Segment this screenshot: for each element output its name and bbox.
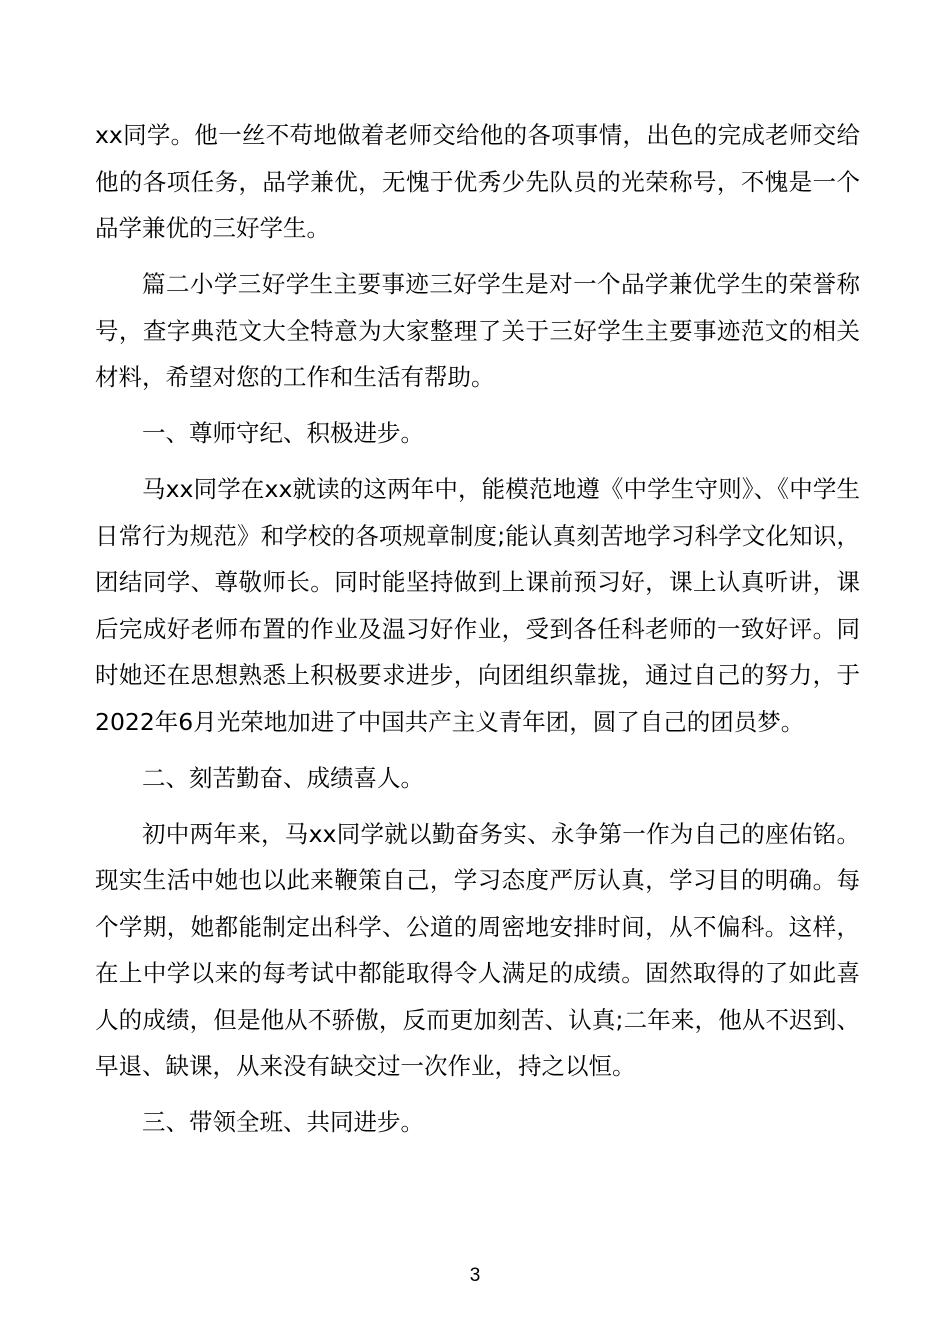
paragraph-intro-article-two: 篇二小学三好学生主要事迹三好学生是对一个品学兼优学生的荣誉称号，查字典范文大全特意为大家整理了关于三好学生主要事迹范文的相关材料，希望对您的工作和生活有帮助。 xyxy=(95,270,860,391)
paragraph-section-two: 初中两年来，马xx同学就以勤奋务实、永争第一作为自己的座佑铭。现实生活中她也以此来鞭策自己，学习态度严厉认真，学习目的明确。每个学期，她都能制定出科学、公道的周密地安排时间，从不偏科。这样，在上中学以来的每考试中都能取得令人满足的成绩。固然取得的了如此喜人的成绩，但是他从不骄傲，反而更加刻苦、认真;二年来，他从不迟到、早退、缺课，从来没有缺交过一次作业，持之以恒。 xyxy=(95,819,860,1080)
section-heading-one: 一、尊师守纪、积极进步。 xyxy=(142,419,424,447)
document-body xyxy=(95,112,860,1155)
paragraph-continuation: xx同学。他一丝不苟地做着老师交给他的各项事情，出色的完成老师交给他的各项任务，品学兼优，无愧于优秀少先队员的光荣称号，不愧是一个品学兼优的三好学生。 xyxy=(95,121,860,242)
page-number: 3 xyxy=(469,1265,481,1286)
section-heading-three: 三、带领全班、共同进步。 xyxy=(142,1108,424,1136)
section-heading-two: 二、刻苦勤奋、成绩喜人。 xyxy=(142,763,424,792)
paragraph-section-one: 马xx同学在xx就读的这两年中，能模范地遵《中学生守则》、《中学生日常行为规范》和学校的各项规章制度;能认真刻苦地学习科学文化知识，团结同学、尊敬师长。同时能坚持做到上课前预习好，课上认真听讲，课后完成好老师布置的作业及温习好作业，受到各任科老师的一致好评。同时她还在思想熟悉上积极要求进步，向团组织靠拢，通过自己的努力，于2022年6月光荣地加进了中国共产主义青年团，圆了自己的团员梦。 xyxy=(95,475,860,736)
